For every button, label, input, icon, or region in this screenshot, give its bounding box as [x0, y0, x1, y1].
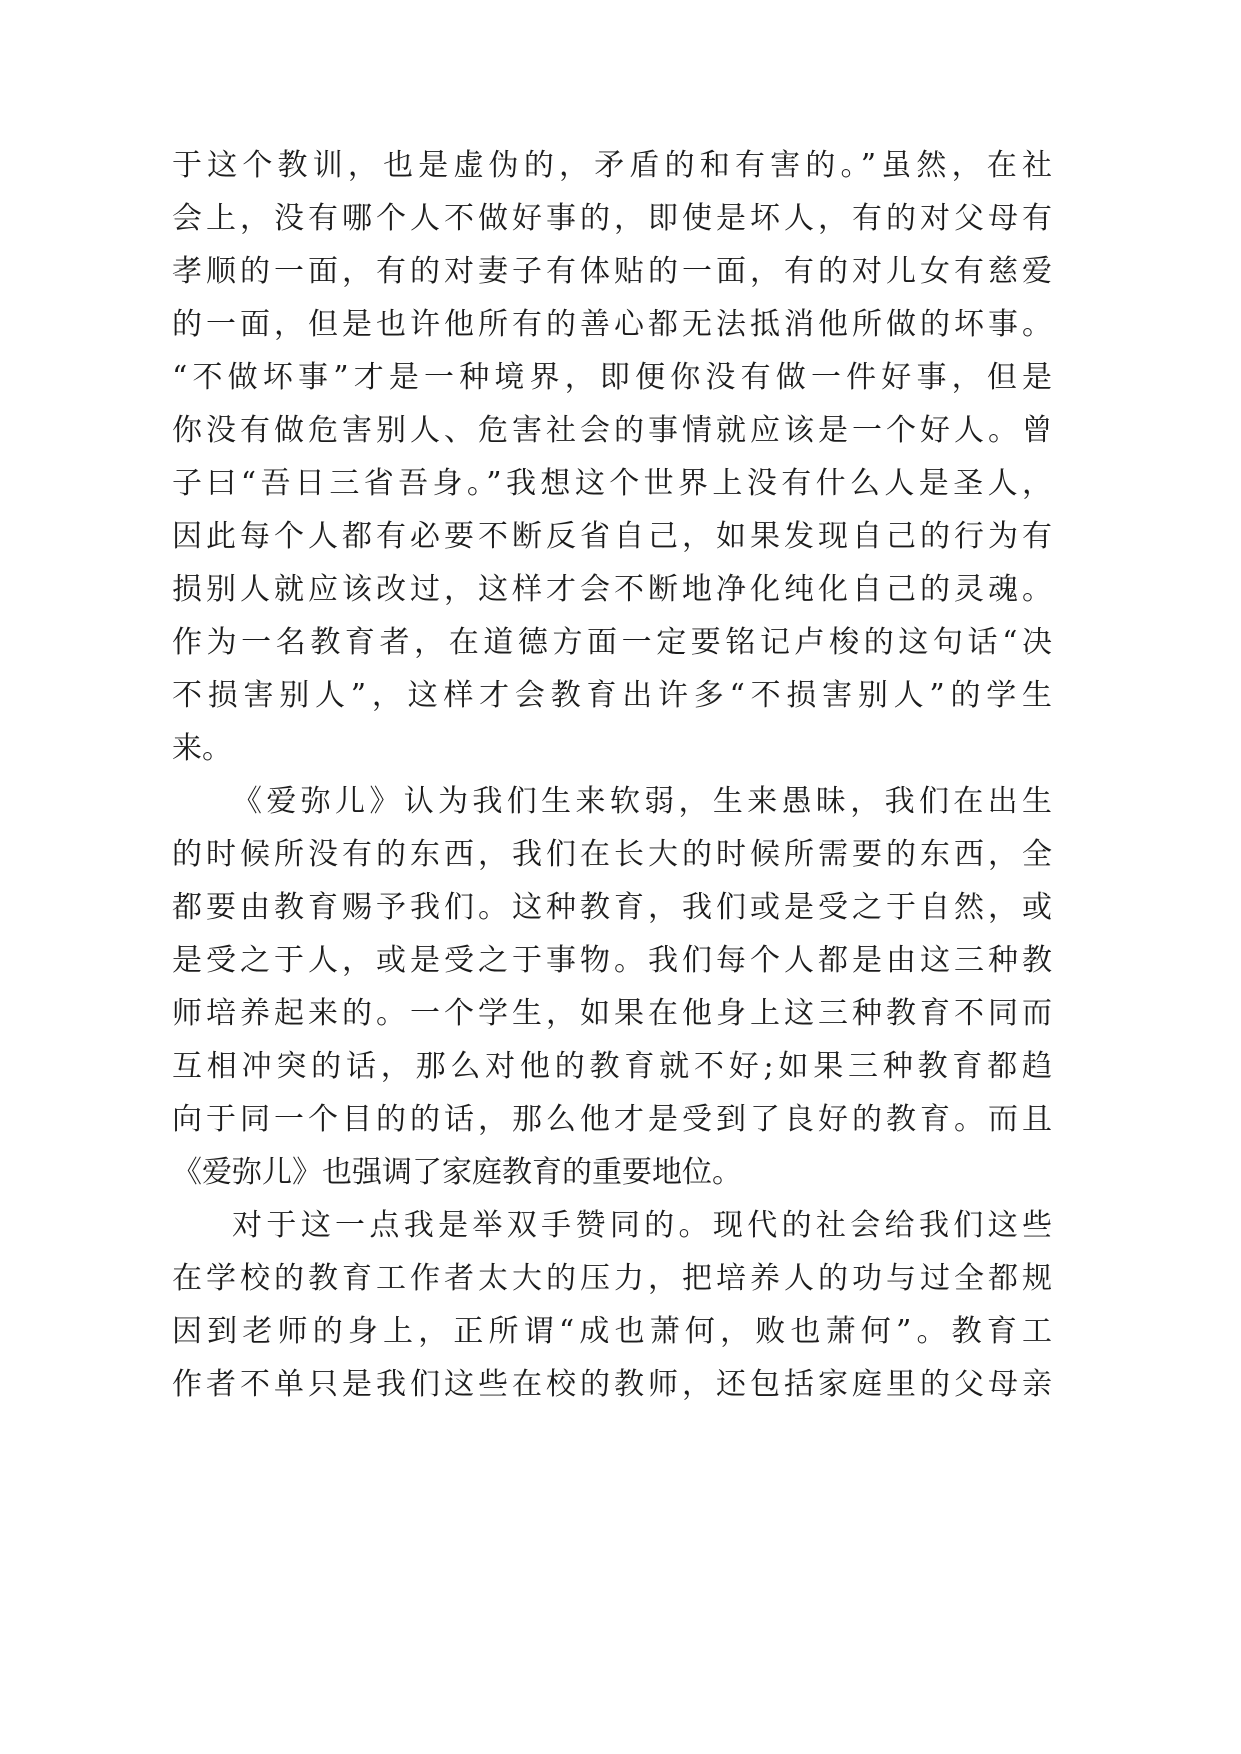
text-line: 子曰“吾日三省吾身。”我想这个世界上没有什么人是圣人，	[172, 466, 1052, 501]
text-line: 作者不单只是我们这些在校的教师，还包括家庭里的父母亲	[172, 1367, 1052, 1402]
text-line: 你没有做危害别人、危害社会的事情就应该是一个好人。曾	[172, 413, 1052, 448]
body-text	[172, 139, 1052, 1411]
text-line: 于这个教训，也是虚伪的，矛盾的和有害的。”虽然，在社	[172, 148, 1052, 183]
text-line: 向于同一个目的的话，那么他才是受到了良好的教育。而且	[172, 1102, 1052, 1137]
text-line: 来。	[172, 731, 232, 766]
text-line: 《爱弥儿》也强调了家庭教育的重要地位。	[172, 1155, 742, 1190]
text-line: 师培养起来的。一个学生，如果在他身上这三种教育不同而	[172, 996, 1052, 1031]
text-line: 因此每个人都有必要不断反省自己，如果发现自己的行为有	[172, 519, 1052, 554]
text-line: 《爱弥儿》认为我们生来软弱，生来愚昧，我们在出生	[232, 784, 1052, 819]
text-line: 不损害别人”，这样才会教育出许多“不损害别人”的学生	[172, 678, 1052, 713]
text-line: “不做坏事”才是一种境界，即便你没有做一件好事，但是	[172, 360, 1052, 395]
paragraph-3	[172, 1199, 1052, 1411]
text-line: 的一面，但是也许他所有的善心都无法抵消他所做的坏事。	[172, 307, 1052, 342]
paragraph-1	[172, 139, 1052, 775]
text-line: 孝顺的一面，有的对妻子有体贴的一面，有的对儿女有慈爱	[172, 254, 1052, 289]
text-line: 都要由教育赐予我们。这种教育，我们或是受之于自然，或	[172, 890, 1052, 925]
text-line: 会上，没有哪个人不做好事的，即使是坏人，有的对父母有	[172, 201, 1052, 236]
text-line: 作为一名教育者，在道德方面一定要铭记卢梭的这句话“决	[172, 625, 1052, 660]
text-line: 在学校的教育工作者太大的压力，把培养人的功与过全都规	[172, 1261, 1052, 1296]
text-line: 互相冲突的话，那么对他的教育就不好;如果三种教育都趋	[172, 1049, 1052, 1084]
text-line: 因到老师的身上，正所谓“成也萧何，败也萧何”。教育工	[172, 1314, 1052, 1349]
text-line: 的时候所没有的东西，我们在长大的时候所需要的东西，全	[172, 837, 1052, 872]
text-line: 对于这一点我是举双手赞同的。现代的社会给我们这些	[232, 1208, 1052, 1243]
text-line: 损别人就应该改过，这样才会不断地净化纯化自己的灵魂。	[172, 572, 1052, 607]
text-line: 是受之于人，或是受之于事物。我们每个人都是由这三种教	[172, 943, 1052, 978]
paragraph-2	[172, 775, 1052, 1199]
